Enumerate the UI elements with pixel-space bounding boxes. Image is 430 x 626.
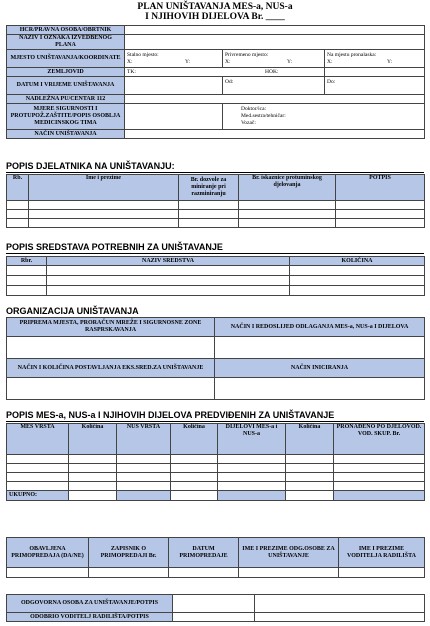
- table-cell[interactable]: [7, 266, 47, 276]
- y-label: Y:: [185, 58, 190, 65]
- table-cell[interactable]: [218, 482, 286, 491]
- section-divider: [6, 253, 424, 254]
- label-odobrio-voditelj: ODOBRIO VODITELJ RADILIŠTA/POTPIS: [7, 613, 173, 622]
- col-zapisnik: ZAPISNIK O PRIMOPREDAJI Br.: [89, 538, 169, 568]
- table-cell[interactable]: [69, 455, 117, 464]
- field-hcr[interactable]: [125, 26, 425, 35]
- table-cell[interactable]: [117, 455, 171, 464]
- field-odgovorna-osoba-potpis-2[interactable]: [255, 595, 425, 613]
- table-cell[interactable]: [171, 455, 218, 464]
- col-ime: Ime i prezime: [29, 175, 179, 201]
- col-odgovorna-osoba: IME I PREZIME ODG.OSOBE ZA UNIŠTAVANJE: [239, 538, 339, 568]
- title-line-1: PLAN UNIŠTAVANJA MES-a, NUS-a: [137, 2, 293, 12]
- section-heading-sredstva: POPIS SREDSTAVA POTREBNIH ZA UNIŠTAVANJE: [6, 242, 223, 252]
- table-cell[interactable]: [218, 464, 286, 473]
- table-cell[interactable]: [339, 568, 425, 578]
- label-nacin: NAČIN UNIŠTAVANJA: [7, 130, 125, 139]
- col-pronadeno: PRONAĐENO PO DJELOVOD. VOD. SKUP. Br.: [334, 424, 425, 455]
- table-cell[interactable]: [218, 455, 286, 464]
- table-cell[interactable]: [29, 210, 179, 219]
- privremeno-label: Privremeno mjesto:: [225, 51, 269, 58]
- field-privremeno-mjesto[interactable]: [223, 50, 325, 68]
- table-cell[interactable]: [69, 464, 117, 473]
- med-label: Med.sestra/tehničar:: [241, 113, 286, 119]
- table-cell[interactable]: [286, 464, 334, 473]
- table-cell[interactable]: [334, 464, 425, 473]
- field-nacin-iniciranja[interactable]: [215, 378, 425, 400]
- table-cell[interactable]: [218, 473, 286, 482]
- table-cell[interactable]: [239, 219, 336, 228]
- section-heading-djelatnici: POPIS DJELATNIKA NA UNIŠTAVANJU:: [6, 161, 175, 171]
- table-cell[interactable]: [336, 210, 425, 219]
- filler-cell: [218, 491, 286, 501]
- table-cell[interactable]: [69, 473, 117, 482]
- vozac-label: Vozač:: [241, 120, 256, 126]
- y-label: Y:: [287, 58, 292, 65]
- table-cell[interactable]: [171, 473, 218, 482]
- field-datum[interactable]: [125, 77, 223, 95]
- field-odobrio-potpis[interactable]: [173, 613, 255, 622]
- table-cell[interactable]: [290, 276, 425, 286]
- potpisi-table: [6, 594, 425, 622]
- field-medicinski-tim[interactable]: [223, 104, 425, 130]
- table-cell[interactable]: [171, 464, 218, 473]
- x-label: X:: [225, 58, 231, 65]
- label-odgovorna-osoba: ODGOVORNA OSOBA ZA UNIŠTAVANJE/POTPIS: [7, 595, 173, 613]
- document-title: [0, 2, 430, 22]
- label-ukupno: UKUPNO:: [7, 491, 69, 501]
- djelatnici-table: [6, 174, 425, 228]
- na-mjestu-label: Na mjestu pronalaska:: [327, 51, 377, 58]
- table-cell[interactable]: [179, 210, 239, 219]
- field-naziv[interactable]: [125, 35, 425, 50]
- table-cell[interactable]: [117, 473, 171, 482]
- cell-nacin-iniciranja: NAČIN INICIRANJA: [215, 359, 425, 378]
- filler-cell: [334, 491, 425, 501]
- stalno-label: Stalno mjesto:: [127, 51, 159, 58]
- organizacija-table: [6, 317, 425, 400]
- table-cell[interactable]: [7, 286, 47, 296]
- field-nacin-odlaganja[interactable]: [215, 337, 425, 359]
- field-na-mjestu[interactable]: [325, 50, 425, 68]
- field-nacin-postavljanja[interactable]: [7, 378, 215, 400]
- table-cell[interactable]: [171, 482, 218, 491]
- table-cell[interactable]: [7, 455, 69, 464]
- field-tk[interactable]: TK:: [125, 68, 325, 77]
- field-odobrio-potpis-2[interactable]: [255, 613, 425, 622]
- table-cell[interactable]: [7, 219, 29, 228]
- table-cell[interactable]: [290, 286, 425, 296]
- section-heading-organizacija: ORGANIZACIJA UNIŠTAVANJA: [6, 306, 139, 316]
- cell-priprema-mjesta: PRIPREMA MJESTA, PRORAČUN MREŽE I SIGURNOSNE ZONE RASPRSKAVANJA: [7, 318, 215, 337]
- table-cell[interactable]: [47, 286, 290, 296]
- col-datum-primopredaje: DATUM PRIMOPREDAJE: [169, 538, 239, 568]
- table-cell[interactable]: [117, 482, 171, 491]
- col-iskaznica: Br. iskaznice protuminskog djelovanja: [239, 175, 336, 201]
- table-cell[interactable]: [290, 266, 425, 276]
- table-cell[interactable]: [89, 568, 169, 578]
- table-cell[interactable]: [334, 473, 425, 482]
- label-naziv: NAZIV I OZNAKA IZVEDBENOG PLANA: [7, 35, 125, 50]
- field-hok[interactable]: [265, 68, 425, 77]
- field-nacin[interactable]: [125, 130, 425, 139]
- table-cell[interactable]: [47, 266, 290, 276]
- table-cell[interactable]: [336, 219, 425, 228]
- total-kolicina-dijelova[interactable]: [286, 491, 334, 501]
- section-divider: [6, 421, 424, 422]
- label-mjesto: MJESTO UNIŠTAVANJA/KOORDINATE: [7, 50, 125, 68]
- col-dozvola: Br. dozvole za miniranje pri razminiranju: [179, 175, 239, 201]
- table-cell[interactable]: [69, 482, 117, 491]
- col-kolicina-mes: Količina: [69, 424, 117, 455]
- table-cell[interactable]: [239, 201, 336, 210]
- table-cell[interactable]: [29, 201, 179, 210]
- table-cell[interactable]: [7, 210, 29, 219]
- col-kolicina-dijelova: Količina: [286, 424, 334, 455]
- col-kolicina: KOLIČINA: [290, 257, 425, 266]
- col-naziv-sredstva: NAZIV SREDSTVA: [47, 257, 290, 266]
- primopredaja-table: [6, 537, 425, 578]
- table-cell[interactable]: [117, 464, 171, 473]
- table-cell[interactable]: [286, 455, 334, 464]
- col-obavljena-primopredaja: OBAVLJENA PRIMOPREDAJA (DA/NE): [7, 538, 89, 568]
- table-cell[interactable]: [239, 210, 336, 219]
- table-cell[interactable]: [7, 276, 47, 286]
- table-cell[interactable]: [336, 201, 425, 210]
- table-cell[interactable]: [7, 482, 69, 491]
- field-od[interactable]: Od:: [223, 77, 325, 95]
- table-cell[interactable]: [334, 455, 425, 464]
- table-cell[interactable]: [29, 219, 179, 228]
- col-rbr: Rbr.: [7, 257, 47, 266]
- field-odgovorna-osoba-potpis[interactable]: [173, 595, 255, 613]
- y-label: Y:: [387, 58, 393, 65]
- field-stalno-mjesto[interactable]: [125, 50, 223, 68]
- table-cell[interactable]: [239, 568, 339, 578]
- cell-nacin-postavljanja: NAČIN I KOLIČINA POSTAVLJANJA EKS.SRED.ZA UNIŠTAVANJE: [7, 359, 215, 378]
- label-hcr: HCR/PRAVNA OSOBA/OBRTNIK: [7, 26, 125, 35]
- label-datum: DATUM I VRIJEME UNIŠTAVANJA: [7, 77, 125, 95]
- col-potpis: POTPIS: [336, 175, 425, 201]
- field-mjere[interactable]: [125, 104, 223, 130]
- table-cell[interactable]: [334, 482, 425, 491]
- col-voditelj-radilista: IME I PREZIME VODITELJA RADILIŠTA: [339, 538, 425, 568]
- table-cell[interactable]: [7, 464, 69, 473]
- label-zemljovid: ZEMLJOVID: [7, 68, 125, 77]
- col-mes-vrsta: MES VRSTA: [7, 424, 69, 455]
- doktor-label: Doktor/ica:: [241, 106, 267, 112]
- table-cell[interactable]: [7, 201, 29, 210]
- label-pu: NADLEŽNA PU/CENTAR 112: [7, 95, 125, 104]
- total-kolicina-mes[interactable]: [69, 491, 117, 501]
- col-rb: Rb.: [7, 175, 29, 201]
- title-line-2: I NJIHOVIH DIJELOVA Br. ____: [145, 12, 285, 22]
- table-cell[interactable]: [47, 276, 290, 286]
- table-cell[interactable]: [286, 473, 334, 482]
- table-cell[interactable]: [7, 568, 89, 578]
- cell-nacin-odlaganja: NAČIN I REDOSLIJED ODLAGANJA MES-a, NUS-a I DIJELOVA: [215, 318, 425, 337]
- table-cell[interactable]: [179, 201, 239, 210]
- table-cell[interactable]: [169, 568, 239, 578]
- section-divider: [6, 172, 424, 173]
- header-table: [6, 25, 425, 139]
- x-label: X:: [127, 58, 133, 65]
- label-mjere: MJERE SIGURNOSTI I PROTUPOŽ.ZAŠTITE/POPIS OSOBLJA MEDICINSKOG TIMA: [7, 104, 125, 130]
- field-pu[interactable]: [125, 95, 425, 104]
- col-kolicina-nus: Količina: [171, 424, 218, 455]
- table-cell[interactable]: [7, 473, 69, 482]
- field-priprema-mjesta[interactable]: [7, 337, 215, 359]
- filler-cell: [117, 491, 171, 501]
- x-label: X:: [327, 58, 333, 65]
- table-cell[interactable]: [286, 482, 334, 491]
- col-dijelovi: DIJELOVI MES-a i NUS-a: [218, 424, 286, 455]
- col-nus-vrsta: NUS VRSTA: [117, 424, 171, 455]
- section-heading-popis-mes: POPIS MES-a, NUS-a I NJIHOVIH DIJELOVA PREDVIĐENIH ZA UNIŠTAVANJE: [6, 410, 335, 420]
- total-kolicina-nus[interactable]: [171, 491, 218, 501]
- sredstva-table: [6, 256, 425, 296]
- field-do[interactable]: Do:: [325, 77, 425, 95]
- hok-label: HOK:: [265, 68, 279, 75]
- table-cell[interactable]: [179, 219, 239, 228]
- popis-mes-table: [6, 423, 425, 501]
